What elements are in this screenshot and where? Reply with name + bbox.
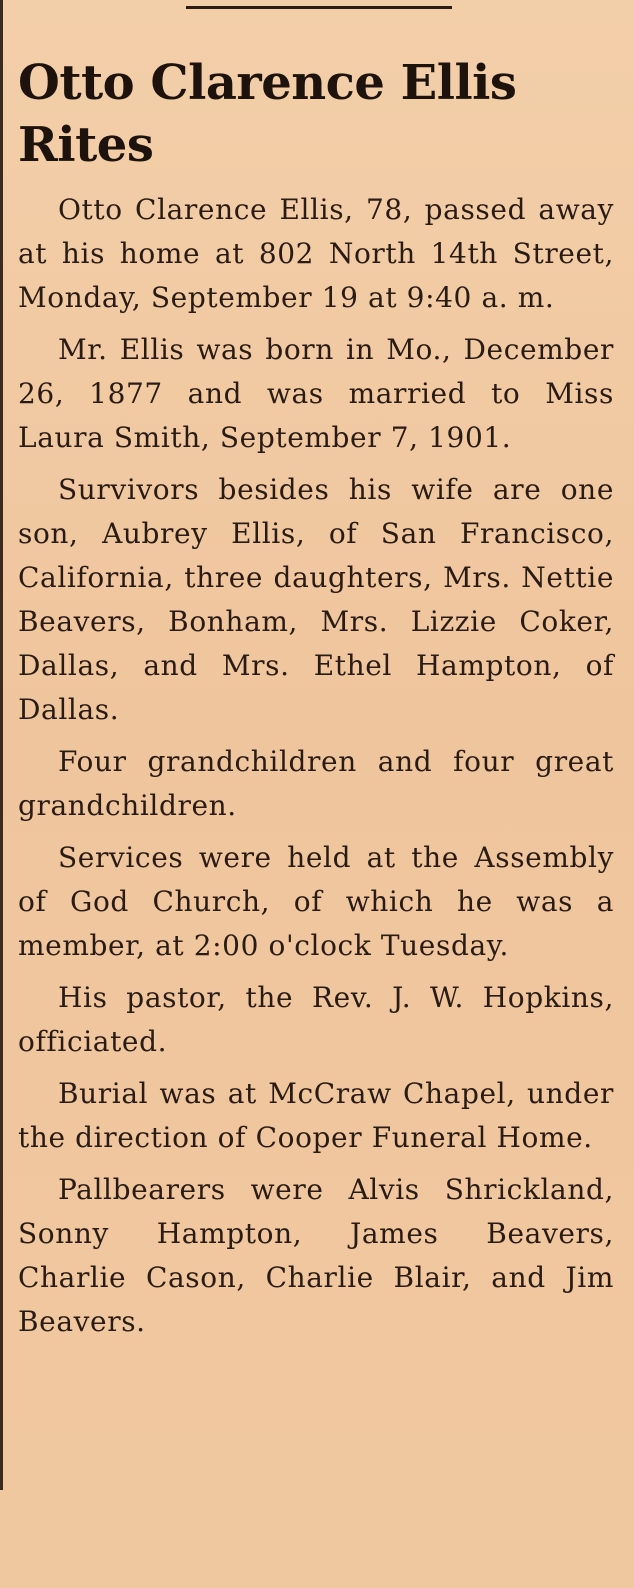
paragraph-death-notice: Otto Clarence Ellis, 78, passed away at his home at 802 North 14th Street, Monday, September 19 at 9:40 a. m. [18,193,614,314]
paragraph-burial: Burial was at McCraw Chapel, under the direction of Cooper Funeral Home. [18,1077,614,1154]
headline: Otto Clarence Ellis Rites [18,55,517,173]
paragraph-grandchildren: Four grandchildren and four great grandchildren. [18,745,614,822]
paragraph-pallbearers: Pallbearers were Alvis Shrickland, Sonny Hampton, James Beavers, Charlie Cason, Charlie Blair, and Jim Beavers. [18,1173,614,1338]
paragraph-birth-marriage: Mr. Ellis was born in Mo., December 26, 1877 and was married to Miss Laura Smith, September 7, 1901. [18,333,614,454]
paragraph-officiant: His pastor, the Rev. J. W. Hopkins, officiated. [18,981,614,1058]
article-body [18,188,614,1352]
column-top-rule [186,6,452,9]
paragraph-services: Services were held at the Assembly of God Church, of which he was a member, at 2:00 o'clock Tuesday. [18,841,614,962]
paragraph-survivors: Survivors besides his wife are one son, Aubrey Ellis, of San Francisco, California, three daughters, Mrs. Nettie Beavers, Bonham, Mrs. Lizzie Coker, Dallas, and Mrs. Ethel Hampton, of Dallas. [18,473,614,726]
column-left-rule [0,0,3,1490]
